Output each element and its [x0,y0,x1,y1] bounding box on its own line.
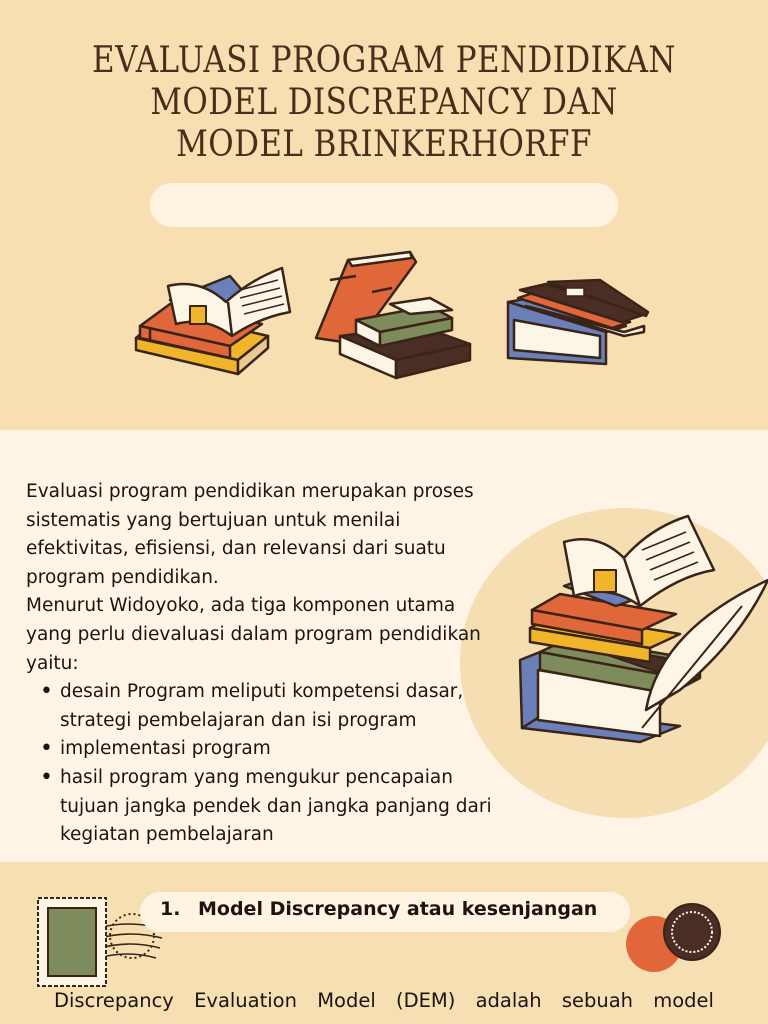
intro-line: sistematis yang bertujuan untuk menilai [26,509,401,531]
list-item-line: kegiatan pembelajaran [60,824,274,846]
title-line-2: MODEL DISCREPANCY DAN [150,82,618,123]
book-stack-icon [316,252,470,378]
subtitle-pill [150,183,618,227]
seal-stamp-icon [618,900,728,980]
section-title-text: Model Discrepancy atau kesenjangan [198,898,598,920]
body-word: sebuah [561,989,634,1012]
section-number: 1. [160,898,181,920]
page-title [88,40,680,166]
body-word: Evaluation [194,989,297,1012]
list-item [26,678,516,735]
body-word: model [653,989,714,1012]
list-item-line: strategi pembelajaran dan isi program [60,709,417,731]
header-section [0,0,768,430]
book-illustrations [0,240,768,390]
list-item-line: • implementasi program [60,738,271,760]
closed-books-icon [508,280,648,364]
intro-line: efektivitas, efisiensi, dan relevansi dari suatu [26,538,446,560]
title-line-3: MODEL BRINKERHORFF [176,124,592,165]
body-word: Discrepancy [54,989,174,1012]
section-title [160,898,597,920]
intro-text [26,478,516,850]
title-line-1: EVALUASI PROGRAM PENDIDIKAN [92,40,676,81]
section-discrepancy [0,862,768,1024]
section-body-line [54,989,714,1012]
component-list [26,678,516,850]
list-item [26,735,516,764]
body-word: adalah [475,989,542,1012]
list-item-line: tujuan jangka pendek dan jangka panjang dari [60,795,492,817]
intro-line: Evaluasi program pendidikan merupakan proses [26,481,474,502]
intro-line: yaitu: [26,652,79,674]
body-word: (DEM) [395,989,456,1012]
book-stack-with-quill-icon [510,510,768,750]
intro-line: Menurut Widoyoko, ada tiga komponen utama [26,595,456,617]
body-word: Model [317,989,376,1012]
content-section [0,430,768,862]
list-item-line: • desain Program meliputi kompetensi dasar, [60,681,464,703]
intro-line: program pendidikan. [26,566,219,588]
list-item [26,764,516,850]
open-book-stack-icon [136,268,290,374]
list-item-line: • hasil program yang mengukur pencapaian [60,766,453,788]
intro-line: yang perlu dievaluasi dalam program pendidikan [26,623,481,645]
